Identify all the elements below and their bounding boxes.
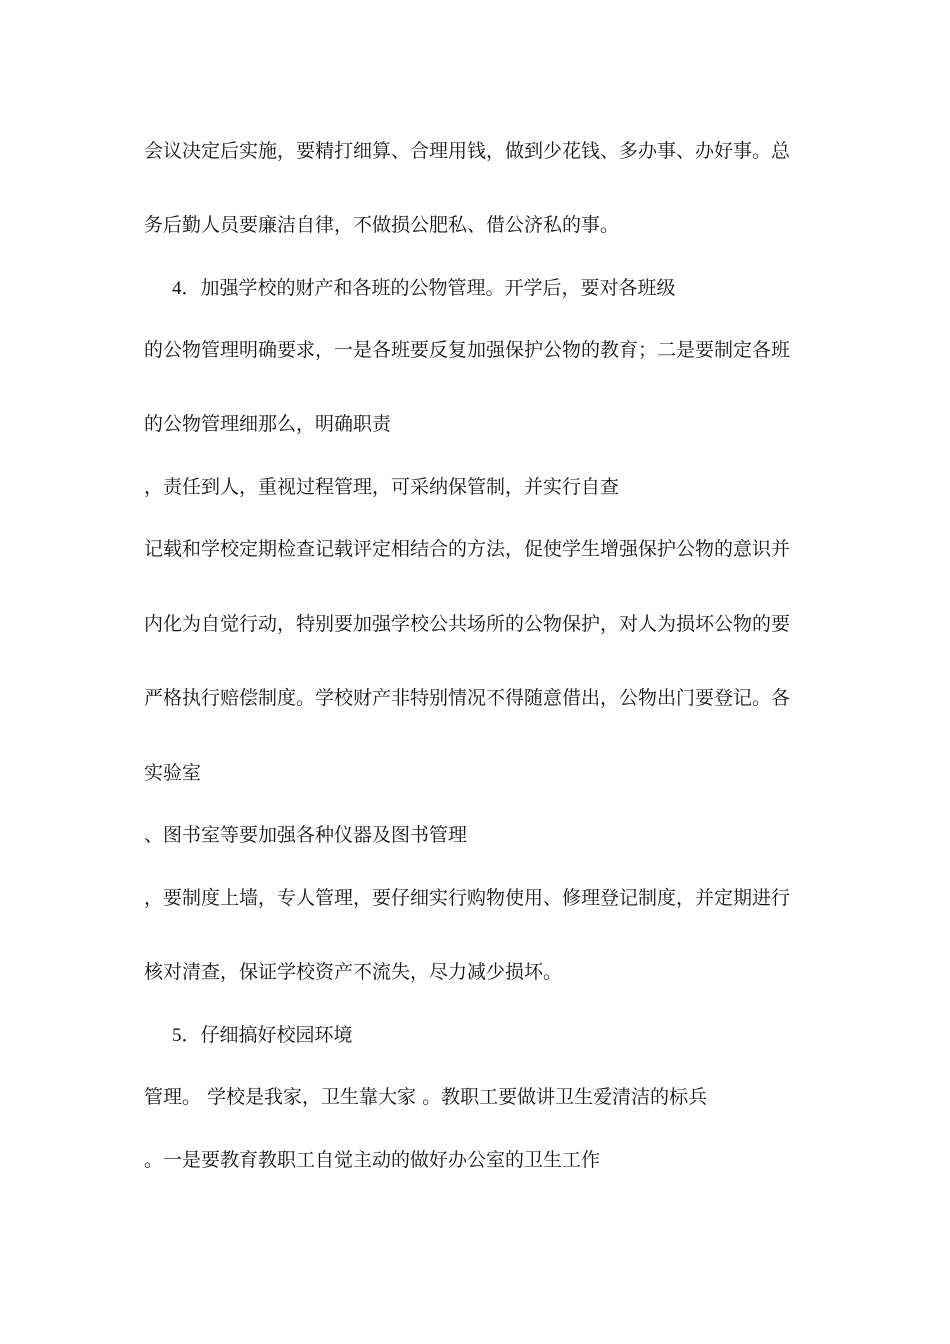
text-line-11: 、图书室等要加强各种仪器及图书管理 xyxy=(144,824,468,846)
text-line-1: 会议决定后实施，要精打细算、合理用钱，做到少花钱、多办事、办好事。总 xyxy=(144,140,791,162)
text-line-5: 的公物管理细那么，明确职责 xyxy=(144,413,392,435)
list-item-4 xyxy=(172,275,832,302)
text-line-12: ，要制度上墙，专人管理，要仔细实行购物使用、修理登记制度，并定期进行 xyxy=(144,887,791,909)
list-number-4: 4． xyxy=(172,278,201,299)
text-line-7: 记载和学校定期检查记载评定相结合的方法，促使学生增强保护公物的意识并 xyxy=(144,538,791,560)
text-line-8: 内化为自觉行动，特别要加强学校公共场所的公物保护，对人为损坏公物的要 xyxy=(144,613,791,635)
text-line-2: 务后勤人员要廉洁自律，不做损公肥私、借公济私的事。 xyxy=(144,214,620,236)
list-item-5 xyxy=(172,1022,832,1049)
text-line-13: 核对清查，保证学校资产不流失，尽力减少损坏。 xyxy=(144,961,563,983)
text-line-4: 的公物管理明确要求，一是各班要反复加强保护公物的教育；二是要制定各班 xyxy=(144,339,791,361)
text-line-10: 实验室 xyxy=(144,762,202,784)
list-item-4-text: 加强学校的财产和各班的公物管理。开学后，要对各班级 xyxy=(200,277,676,299)
list-number-5: 5． xyxy=(172,1025,201,1046)
list-item-5-text: 仔细搞好校园环境 xyxy=(200,1024,353,1046)
text-line-16: 。一是要教育教职工自觉主动的做好办公室的卫生工作 xyxy=(144,1149,601,1171)
text-line-15: 管理。 学校是我家，卫生靠大家 。教职工要做讲卫生爱清洁的标兵 xyxy=(144,1086,708,1108)
text-line-6: ，责任到人，重视过程管理，可采纳保管制，并实行自查 xyxy=(144,476,620,498)
text-line-9: 严格执行赔偿制度。学校财产非特别情况不得随意借出，公物出门要登记。各 xyxy=(144,687,791,709)
